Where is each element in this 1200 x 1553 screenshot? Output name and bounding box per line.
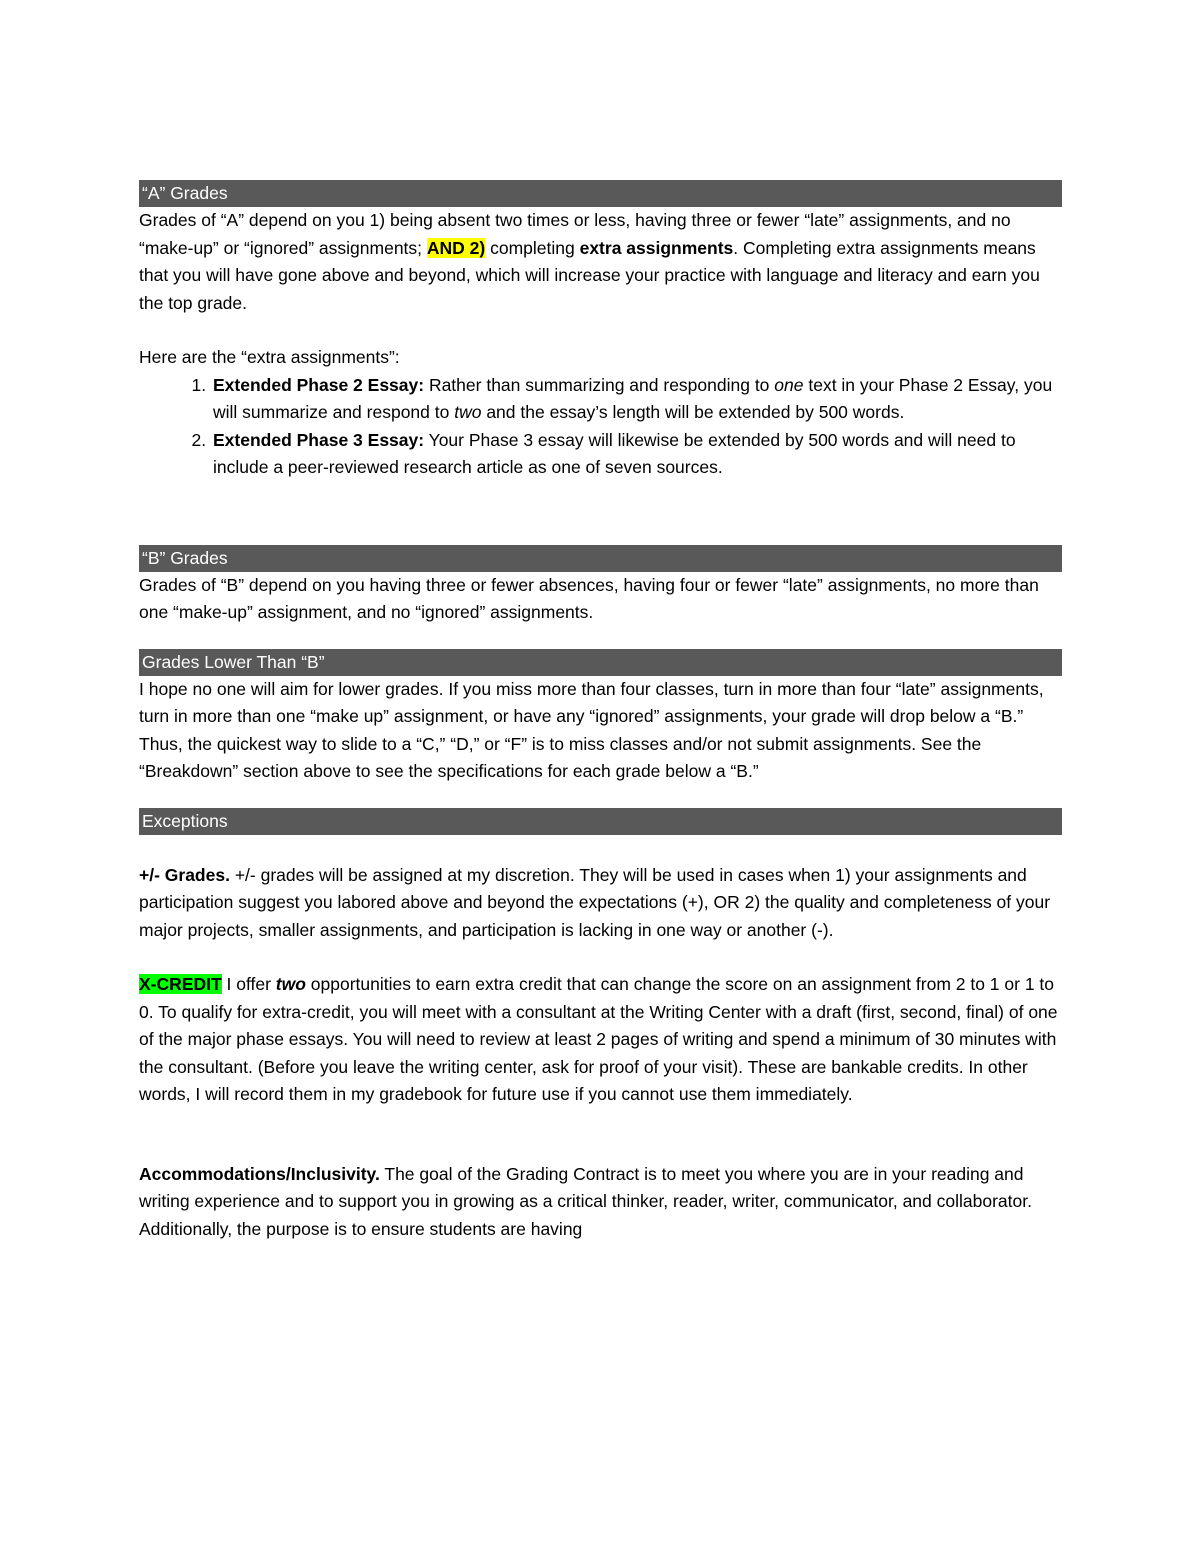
extra-assignments-list	[139, 372, 1062, 482]
section-heading-exceptions: Exceptions	[139, 808, 1062, 835]
section-heading-b-grades: “B” Grades	[139, 545, 1062, 572]
x-credit-paragraph: X-CREDIT I offer two opportunities to earn extra credit that can change the score on an assignment from 2 to 1 or 1 to 0. To qualify for extra-credit, you will meet with a consultant at the Writing Center with a draft (first, second, final) of one of the major phase essays. You will need to review at least 2 pages of writing and spend a minimum of 30 minutes with the consultant. (Before you leave the writing center, ask for proof of your visit). These are bankable credits. In other words, I will record them in my gradebook for future use if you cannot use them immediately.	[139, 974, 1058, 1104]
lower-grades-paragraph: I hope no one will aim for lower grades. If you miss more than four classes, turn in more than four “late” assignments, turn in more than one “make up” assignment, or have any “ignored” assignments, your grade will drop below a “B.” Thus, the quickest way to slide to a “C,” “D,” or “F” is to miss classes and/or not submit assignments. See the “Breakdown” section above to see the specifications for each grade below a “B.”	[139, 678, 1044, 781]
a-text-3: . Completing extra assignments means that you will have gone above and beyond, which will increase your practice with language and literacy and earn you the top grade.	[139, 237, 1040, 313]
extra-assignments-bold: extra assignments	[579, 237, 734, 258]
plus-minus-grades-paragraph: +/- Grades. +/- grades will be assigned at my discretion. They will be used in cases when 1) your assignments and participation suggest you labored above and beyond the expectations (+), OR 2) the quality and completeness of your major projects, smaller assignments, and participation is lacking in one way or another (-).	[139, 864, 1051, 940]
accommodations-paragraph: Accommodations/Inclusivity. The goal of the Grading Contract is to meet you where you are in your reading and writing experience and to support you in growing as a critical thinker, reader, writer, communicator, and collaborator. Additionally, the purpose is to ensure students are having	[139, 1163, 1032, 1239]
accommodations-label: Accommodations/Inclusivity.	[139, 1163, 380, 1184]
a-text-1: Grades of “A” depend on you 1) being absent two times or less, having three or fewer “late” assignments, and no “make-up” or “ignored” assignments;	[139, 210, 1011, 258]
list-item-phase-2: 1. Extended Phase 2 Essay: Rather than summarizing and responding to one text in your Phase 2 Essay, you will summarize and respond to two and the essay’s length will be extended by 500 words.	[211, 372, 1062, 427]
phase-2-label: Extended Phase 2 Essay:	[213, 374, 425, 395]
list-item-phase-3: 2. Extended Phase 3 Essay: Your Phase 3 essay will likewise be extended by 500 words and will need to include a peer-reviewed research article as one of seven sources.	[211, 427, 1062, 482]
two-italic: two	[454, 402, 482, 422]
document-content	[139, 180, 1062, 1243]
a-text-2: completing	[485, 237, 580, 258]
and-2-highlight: AND 2)	[426, 237, 486, 258]
b-grades-paragraph: Grades of “B” depend on you having three or fewer absences, having four or fewer “late” assignments, no more than one “make-up” assignment, and no “ignored” assignments.	[139, 574, 1039, 622]
extra-assignments-intro: Here are the “extra assignments”:	[139, 347, 400, 367]
two-bold-italic: two	[275, 974, 306, 994]
a-grades-paragraph	[139, 207, 1062, 317]
section-heading-a-grades: “A” Grades	[139, 180, 1062, 207]
one-italic: one	[774, 374, 804, 395]
section-heading-lower-grades: Grades Lower Than “B”	[139, 649, 1062, 676]
x-credit-highlight: X-CREDIT	[139, 974, 222, 994]
phase-3-label: Extended Phase 3 Essay:	[213, 429, 425, 450]
plus-minus-label: +/- Grades.	[139, 864, 230, 885]
